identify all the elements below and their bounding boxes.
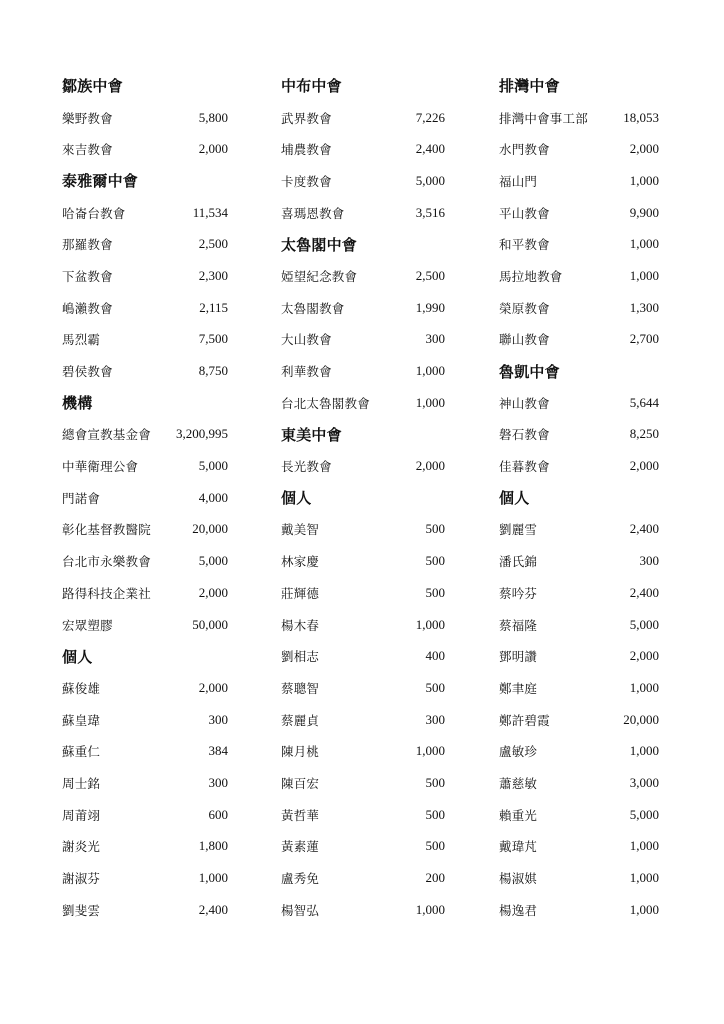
- donor-row: [62, 482, 228, 514]
- donor-name: 總會宣教基金會: [62, 427, 151, 443]
- donor-row: [499, 672, 659, 704]
- donor-name: 盧敏珍: [499, 744, 538, 760]
- donor-name: 碧侯教會: [62, 364, 113, 380]
- donor-row: [62, 102, 228, 134]
- column-2: [281, 70, 445, 926]
- donation-amount: 20,000: [623, 711, 659, 727]
- donor-row: [281, 672, 445, 704]
- donor-row: [281, 387, 445, 419]
- donor-name: 謝炎光: [62, 839, 101, 855]
- donor-row: [499, 260, 659, 292]
- donor-row: [499, 640, 659, 672]
- donor-row: [499, 609, 659, 641]
- donor-row: [281, 260, 445, 292]
- donor-name: 蕭慈敏: [499, 775, 538, 791]
- donation-amount: 2,400: [198, 901, 228, 917]
- donor-name: 蘇皇瑋: [62, 712, 101, 728]
- donor-row: [499, 831, 659, 863]
- donor-name: 楊木春: [281, 617, 320, 633]
- donor-row: [499, 799, 659, 831]
- donor-name: 陳月桃: [281, 744, 320, 760]
- donor-row: [281, 767, 445, 799]
- donor-row: [499, 324, 659, 356]
- donor-row: [62, 419, 228, 451]
- donor-row: [62, 197, 228, 229]
- donor-row: [62, 545, 228, 577]
- donor-name: 婭望紀念教會: [281, 268, 358, 284]
- donor-row: [499, 165, 659, 197]
- donation-amount: 1,000: [629, 901, 659, 917]
- donation-amount: 500: [425, 521, 445, 537]
- donor-row: [281, 704, 445, 736]
- donor-row: [281, 514, 445, 546]
- section-heading: [62, 387, 228, 419]
- donor-name: 蔡福隆: [499, 617, 538, 633]
- donor-row: [499, 197, 659, 229]
- donor-row: [281, 862, 445, 894]
- donor-name: 盧秀免: [281, 871, 320, 887]
- donor-name: 中華衛理公會: [62, 459, 139, 475]
- donation-amount: 2,500: [198, 236, 228, 252]
- donor-name: 楊淑娸: [499, 871, 538, 887]
- donor-name: 蔡麗貞: [281, 712, 320, 728]
- donation-amount: 2,400: [629, 584, 659, 600]
- section-title: 排灣中會: [499, 77, 560, 96]
- donor-row: [281, 133, 445, 165]
- donation-amount: 8,750: [198, 363, 228, 379]
- donor-row: [62, 133, 228, 165]
- donation-amount: 3,200,995: [176, 426, 228, 442]
- donor-name: 周士銘: [62, 775, 101, 791]
- donor-name: 周莆翊: [62, 807, 101, 823]
- donor-name: 嶋瀨教會: [62, 300, 113, 316]
- donor-row: [62, 894, 228, 926]
- donation-amount: 5,000: [629, 616, 659, 632]
- section-title: 泰雅爾中會: [62, 172, 139, 191]
- donor-name: 利華教會: [281, 364, 332, 380]
- donor-row: [499, 862, 659, 894]
- donor-row: [62, 324, 228, 356]
- section-title: 東美中會: [281, 425, 342, 444]
- donor-row: [281, 735, 445, 767]
- donation-amount: 500: [425, 553, 445, 569]
- donor-name: 平山教會: [499, 205, 550, 221]
- donor-row: [499, 450, 659, 482]
- donation-amount: 11,534: [192, 204, 228, 220]
- donor-name: 武界教會: [281, 110, 332, 126]
- donor-row: [62, 862, 228, 894]
- donation-amount: 1,000: [629, 267, 659, 283]
- donor-row: [281, 894, 445, 926]
- donation-amount: 7,226: [415, 109, 445, 125]
- donor-name: 馬烈霸: [62, 332, 101, 348]
- donor-name: 陳百宏: [281, 775, 320, 791]
- donation-amount: 3,516: [415, 204, 445, 220]
- donor-name: 鄭聿庭: [499, 680, 538, 696]
- donor-name: 賴重光: [499, 807, 538, 823]
- donation-amount: 1,000: [198, 870, 228, 886]
- donation-amount: 5,000: [198, 553, 228, 569]
- donor-row: [281, 577, 445, 609]
- section-title: 個人: [62, 647, 93, 666]
- donation-amount: 1,000: [415, 394, 445, 410]
- donor-row: [499, 514, 659, 546]
- donor-name: 劉麗雪: [499, 522, 538, 538]
- donor-name: 黃素蓮: [281, 839, 320, 855]
- donation-amount: 500: [425, 584, 445, 600]
- donor-row: [62, 735, 228, 767]
- section-heading: [281, 228, 445, 260]
- donor-row: [62, 704, 228, 736]
- donation-amount: 500: [425, 679, 445, 695]
- donor-name: 台北市永樂教會: [62, 554, 151, 570]
- donor-name: 哈崙台教會: [62, 205, 126, 221]
- donation-amount: 9,900: [629, 204, 659, 220]
- donor-row: [499, 133, 659, 165]
- donation-amount: 2,000: [198, 141, 228, 157]
- section-title: 太魯閣中會: [281, 235, 358, 254]
- donor-row: [62, 672, 228, 704]
- donor-row: [499, 735, 659, 767]
- donor-row: [62, 355, 228, 387]
- donation-amount: 1,000: [629, 838, 659, 854]
- donor-name: 門諾會: [62, 490, 101, 506]
- donor-row: [62, 292, 228, 324]
- section-title: 鄒族中會: [62, 77, 123, 96]
- donor-name: 和平教會: [499, 237, 550, 253]
- donor-row: [62, 450, 228, 482]
- donor-row: [281, 292, 445, 324]
- donation-amount: 600: [208, 806, 228, 822]
- donation-amount: 1,000: [415, 363, 445, 379]
- section-title: 個人: [281, 489, 312, 508]
- donor-name: 戴瑋芃: [499, 839, 538, 855]
- donation-amount: 1,000: [629, 870, 659, 886]
- donor-name: 楊逸君: [499, 902, 538, 918]
- column-3: [499, 70, 659, 926]
- donor-row: [62, 831, 228, 863]
- donation-amount: 8,250: [629, 426, 659, 442]
- donation-amount: 2,000: [629, 141, 659, 157]
- donor-name: 宏眾塑膠: [62, 617, 113, 633]
- section-title: 個人: [499, 489, 530, 508]
- donation-amount: 3,000: [629, 774, 659, 790]
- section-title: 中布中會: [281, 77, 342, 96]
- donor-row: [281, 545, 445, 577]
- donation-amount: 300: [208, 774, 228, 790]
- donation-amount: 1,000: [629, 236, 659, 252]
- donor-name: 榮原教會: [499, 300, 550, 316]
- donation-amount: 1,000: [629, 679, 659, 695]
- section-heading: [281, 482, 445, 514]
- donor-name: 埔農教會: [281, 142, 332, 158]
- donor-name: 佳暮教會: [499, 459, 550, 475]
- donor-name: 大山教會: [281, 332, 332, 348]
- donor-name: 戴美智: [281, 522, 320, 538]
- donation-amount: 300: [425, 711, 445, 727]
- donor-name: 鄧明讚: [499, 649, 538, 665]
- donor-name: 下盆教會: [62, 268, 113, 284]
- donation-amount: 2,000: [629, 458, 659, 474]
- donor-row: [62, 767, 228, 799]
- donation-amount: 1,990: [415, 299, 445, 315]
- donation-amount: 2,000: [629, 648, 659, 664]
- section-heading: [499, 482, 659, 514]
- donor-name: 莊輝德: [281, 585, 320, 601]
- donor-row: [62, 514, 228, 546]
- donor-name: 台北太魯閣教會: [281, 395, 370, 411]
- donor-name: 太魯閣教會: [281, 300, 345, 316]
- section-heading: [499, 355, 659, 387]
- donation-amount: 5,000: [415, 172, 445, 188]
- column-1: [62, 70, 228, 926]
- donation-amount: 500: [425, 838, 445, 854]
- section-heading: [62, 640, 228, 672]
- donation-amount: 1,000: [629, 743, 659, 759]
- donor-row: [62, 260, 228, 292]
- donation-amount: 1,300: [629, 299, 659, 315]
- donor-row: [62, 799, 228, 831]
- donor-name: 磐石教會: [499, 427, 550, 443]
- donor-row: [281, 165, 445, 197]
- donor-name: 劉斐雲: [62, 902, 101, 918]
- donor-name: 喜瑪恩教會: [281, 205, 345, 221]
- donor-row: [499, 767, 659, 799]
- donation-amount: 18,053: [623, 109, 659, 125]
- donation-amount: 5,000: [629, 806, 659, 822]
- donor-name: 楊智弘: [281, 902, 320, 918]
- donation-amount: 1,000: [415, 616, 445, 632]
- donor-row: [281, 799, 445, 831]
- donation-amount: 1,000: [415, 901, 445, 917]
- donation-amount: 1,000: [629, 172, 659, 188]
- donor-row: [281, 831, 445, 863]
- donation-amount: 500: [425, 806, 445, 822]
- donor-name: 樂野教會: [62, 110, 113, 126]
- donor-name: 排灣中會事工部: [499, 110, 588, 126]
- donor-row: [499, 419, 659, 451]
- donor-name: 蘇俊雄: [62, 680, 101, 696]
- donation-amount: 1,800: [198, 838, 228, 854]
- donor-row: [281, 102, 445, 134]
- donor-row: [499, 387, 659, 419]
- donation-amount: 2,115: [199, 299, 228, 315]
- donor-name: 蘇重仁: [62, 744, 101, 760]
- donor-row: [281, 355, 445, 387]
- donation-amount: 50,000: [192, 616, 228, 632]
- donation-amount: 5,644: [629, 394, 659, 410]
- donor-name: 長光教會: [281, 459, 332, 475]
- donor-row: [62, 228, 228, 260]
- donor-name: 鄭許碧霞: [499, 712, 550, 728]
- donor-name: 福山門: [499, 173, 538, 189]
- donation-amount: 2,300: [198, 267, 228, 283]
- donor-row: [499, 228, 659, 260]
- donation-amount: 384: [208, 743, 228, 759]
- donation-amount: 7,500: [198, 331, 228, 347]
- section-heading: [62, 70, 228, 102]
- donation-amount: 5,000: [198, 458, 228, 474]
- donor-name: 路得科技企業社: [62, 585, 151, 601]
- donation-amount: 1,000: [415, 743, 445, 759]
- donation-amount: 200: [425, 870, 445, 886]
- section-heading: [499, 70, 659, 102]
- donor-name: 黃哲華: [281, 807, 320, 823]
- donation-amount: 300: [425, 331, 445, 347]
- donation-amount: 2,400: [415, 141, 445, 157]
- donor-row: [281, 640, 445, 672]
- donor-name: 聯山教會: [499, 332, 550, 348]
- donor-name: 卡度教會: [281, 173, 332, 189]
- donor-row: [62, 609, 228, 641]
- donation-amount: 2,400: [629, 521, 659, 537]
- donation-amount: 2,700: [629, 331, 659, 347]
- donor-name: 林家慶: [281, 554, 320, 570]
- donor-row: [281, 197, 445, 229]
- section-title: 機構: [62, 394, 93, 413]
- donor-name: 彰化基督教醫院: [62, 522, 151, 538]
- donor-row: [499, 894, 659, 926]
- donor-name: 水門教會: [499, 142, 550, 158]
- section-title: 魯凱中會: [499, 362, 560, 381]
- donor-name: 潘氏錦: [499, 554, 538, 570]
- donation-amount: 300: [639, 553, 659, 569]
- donor-name: 那羅教會: [62, 237, 113, 253]
- donor-name: 蔡聰智: [281, 680, 320, 696]
- donor-row: [499, 292, 659, 324]
- donation-amount: 2,000: [198, 679, 228, 695]
- donation-amount: 300: [208, 711, 228, 727]
- donation-amount: 400: [425, 648, 445, 664]
- donor-name: 謝淑芬: [62, 871, 101, 887]
- donor-row: [499, 704, 659, 736]
- donor-row: [62, 577, 228, 609]
- donor-row: [499, 545, 659, 577]
- donation-amount: 4,000: [198, 489, 228, 505]
- donor-name: 蔡吟芬: [499, 585, 538, 601]
- donation-amount: 5,800: [198, 109, 228, 125]
- donation-amount: 2,000: [415, 458, 445, 474]
- donor-row: [281, 450, 445, 482]
- donor-name: 來吉教會: [62, 142, 113, 158]
- donor-name: 神山教會: [499, 395, 550, 411]
- section-heading: [62, 165, 228, 197]
- donor-row: [499, 577, 659, 609]
- donor-name: 劉相志: [281, 649, 320, 665]
- section-heading: [281, 70, 445, 102]
- donation-amount: 20,000: [192, 521, 228, 537]
- donation-amount: 2,500: [415, 267, 445, 283]
- donor-name: 馬拉地教會: [499, 268, 563, 284]
- donation-amount: 500: [425, 774, 445, 790]
- section-heading: [281, 419, 445, 451]
- donor-row: [281, 609, 445, 641]
- donor-row: [499, 102, 659, 134]
- donation-amount: 2,000: [198, 584, 228, 600]
- donor-row: [281, 324, 445, 356]
